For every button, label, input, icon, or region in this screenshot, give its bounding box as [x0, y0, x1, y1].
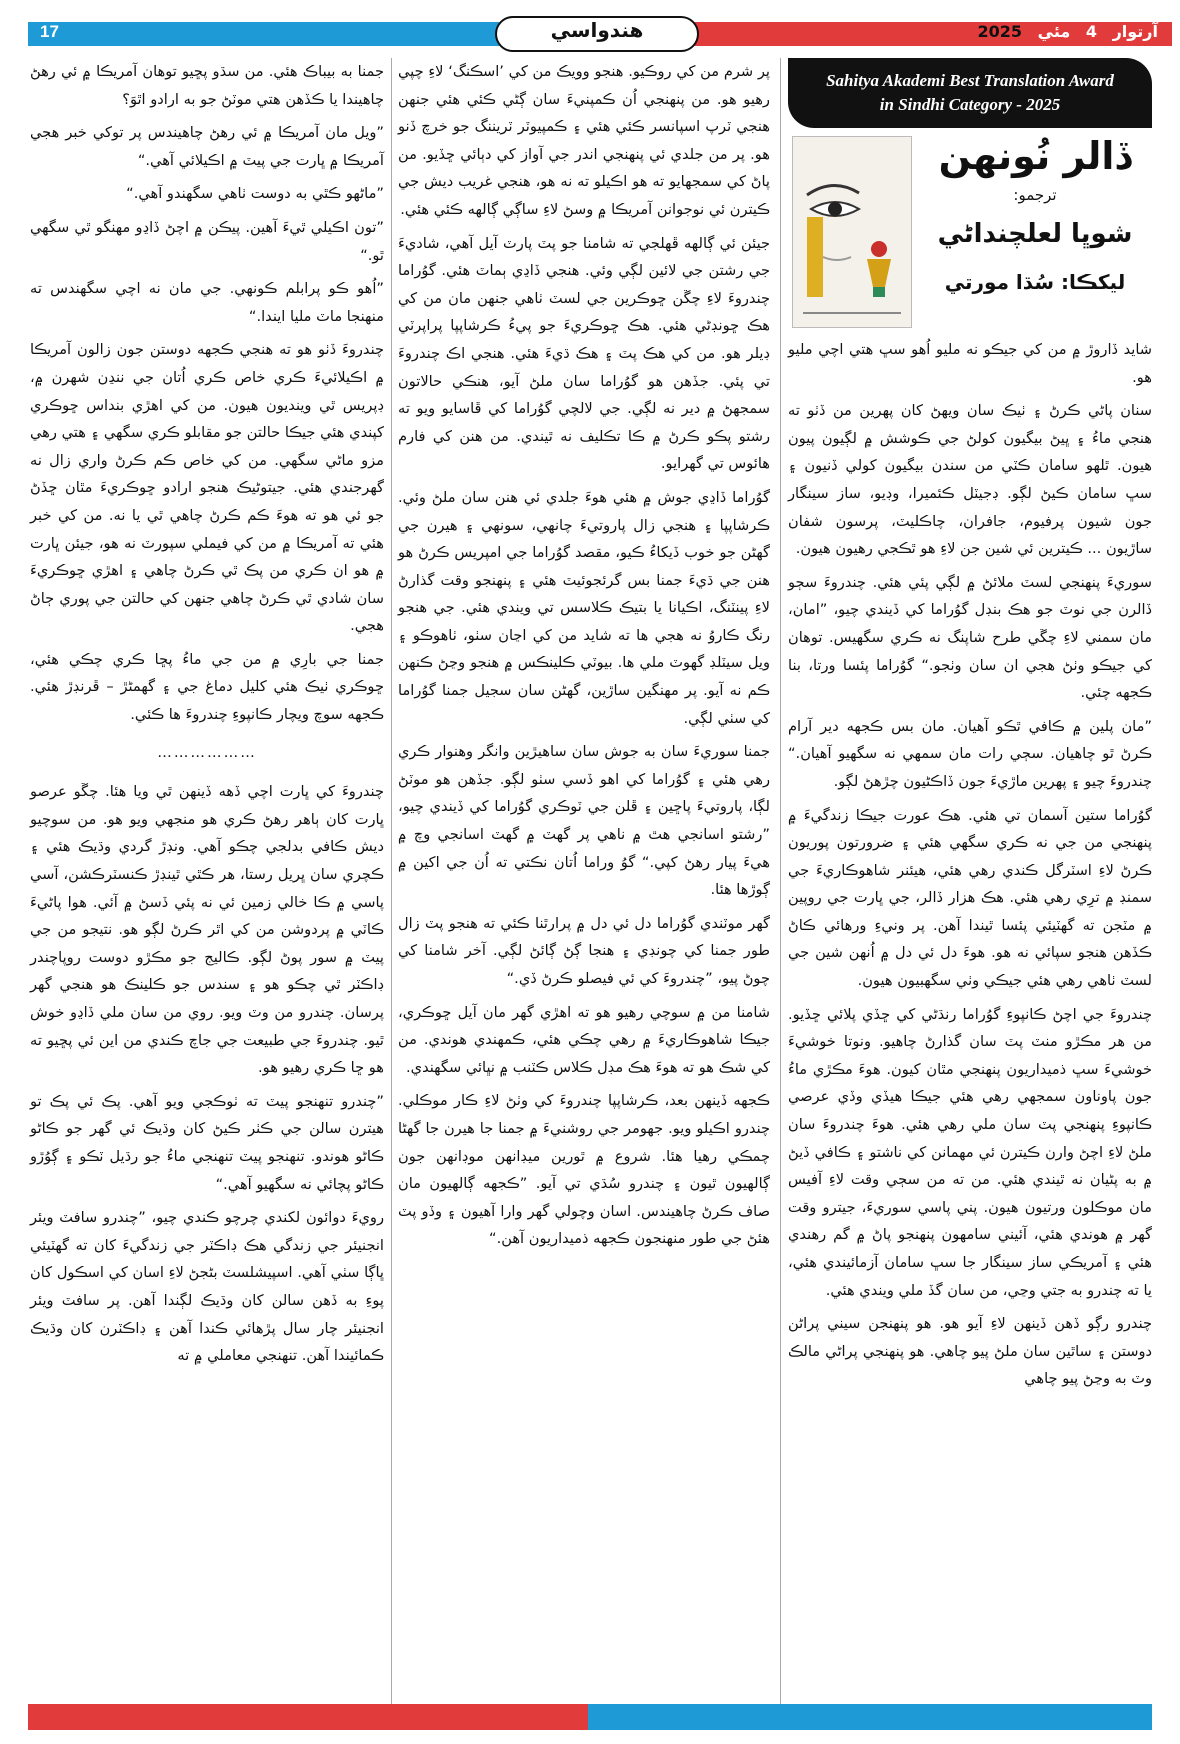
- header-bar-blue: [28, 22, 518, 46]
- date-year: 2025: [977, 22, 1023, 41]
- article-column-middle: [398, 58, 770, 1259]
- paragraph: ”اُهو ڪو پرابلم ڪونهي. جي مان نه اچي سگهندس ته منهنجا ماٽ مليا ايندا.“: [30, 280, 384, 325]
- date-day-number: 4: [1085, 22, 1097, 41]
- paragraph: شامنا من ۾ سوچي رهيو هو ته اهڙي گهر مان آيل ڇوڪري، جيڪا شاهوڪاريءَ ۾ رهي چڪي هئي، ڪمھندي هوندي. من کي شڪ هو ته هوءَ هڪ مڊل ڪلاس ڪٽنب ۾ نڀائي سگهندي.: [398, 1003, 770, 1076]
- column-divider: [391, 58, 392, 1720]
- paragraph: گوُراما ستين آسمان تي هئي. هڪ عورت جيڪا زندگيءَ ۾ پنهنجي من جي نه ڪري سگهي هئي ۽ ضرورتون پوريون ڪرڻ لاءِ اسٽرگل ڪندي رهي هئي، هيئنر شاهوڪاريءَ جي سمنڊ ۾ ترِي رهي هئي. هڪ هزار ڏالر، جي ڀارت جي روپين ۾ مٽجن ته گهٽيئي پئسا ٿيندا آهن. پر ونيءِ ورهائي ڪاڻ ڪڏهن هنجو سپائي نه هو. هوءَ دل ئي دل ۾ اُنهن شين جي لسٽ ٺاهي رهي هئي جيڪي وٺي سگهبيون هيون.: [788, 806, 1152, 990]
- column-divider: [780, 58, 781, 1720]
- paragraph: سنان پاڻي ڪرڻ ۽ ٺيڪ سان ويهڻ کان پهرين من ڏٺو ته هنجي ماءُ ۽ ڀيڻ بيگيون کولڻ جي ڪوشش ۾ لڳيون پيون هيون. ٿلهو سامان ڪٽي من سندن بيگيون کولي ڏنيون ۽ سڀ سامان ڪيڻ لڳو. ڊجيٽل ڪئميرا، وڊيو، ساز سينگار جون شيون پرفيوم، جافران، چاڪليٽ، پرسون شفان ساڙيون ... ڪيترين ئي شين جن لاءِ هو ٿڪجي رهيون هيون.: [788, 402, 1152, 558]
- masthead-logo: هندواسي: [495, 16, 699, 52]
- paragraph: رويءَ دوائون لکندي چرچو ڪندي چيو، ”چندرو سافٽ ويئر انجنيئر جي زندگي هڪ ڊاڪٽر جي زندگيءَ کان ته گهٽيئي ڀاڳا سٺي آهي. اسپيشلسٽ بڻجڻ لاءِ اسان کي اسڪول کان پوءِ به ڏهن سالن کان وڌيڪ لڳندا آهن. پر سافٽ ويئر انجنيئر چار سال پڙهائي ڪندا آهن ۽ ڊاڪٽرن کان وڌيڪ ڪمائيندا آهن. تنهنجي معاملي ۾ ته: [30, 1209, 384, 1365]
- paragraph: سوريءَ پنهنجي لسٽ ملائڻ ۾ لڳي پئي هئي. چندروءَ سڄو ڏالرن جي نوٽ جو هڪ بنڊل گوُراما کي ڏيندي چيو، ”امان، مان سمني لاءِ چڱي طرح شاپنگ نه ڪري سگهيس. توهان کي جيڪو وٺڻ هجي ان سان وٺجو.“ گوُراما پئسا ورتا، بنا ڪجهه چئي.: [788, 573, 1152, 702]
- paragraph: گوُراما ڏاڍي جوش ۾ هئي هوءَ جلدي ئي هنن سان ملڻ وئي. ڪرشاپپا ۽ هنجي زال پاروتيءَ چانهي، سونهي ۽ هيرن جي گهڻن جو خوب ڏيکاءُ ڪيو، مقصد گوُراما جي امپريس ڪرڻ هو هنن جي ڌيءَ جمنا بس گرئجوئيٽ هئي ۽ پنهنجو وقت گذارڻ لاءِ پينٽنگ، اڪيانا يا بتيڪ ڪلاسس تي ويندي هئي. جي هنجو رنگ ڪاروُ نه هجي ها ته شايد من کي اڃان سٺو، ٺاهوڪو ۽ ويل سيٽلڊ گهوٽ ملي ها. بيوٽي ڪلينڪس ۾ هنجو وڃڻ ڪنهن ڪم نه آيو. پر مهنگين ساڙين، گهڻن سان سجيل جمنا گوُراما کي سٺي لڳي.: [398, 488, 770, 727]
- award-line-1: Sahitya Akademi Best Translation Award: [826, 71, 1114, 90]
- paragraph: جمنا جي بارِي ۾ من جي ماءُ پڇا ڪري چڪي هئي، ڇوڪري ٺيڪ هئي کليل دماغ جي ۽ گهمڻڙ – ڦرنڊڙ هئي. ڪجهه سوچ ويچار ڪانپوءِ چندروءَ ها ڪئي.: [30, 650, 384, 724]
- award-line-2: in Sindhi Category - 2025: [879, 95, 1061, 114]
- paragraph: چندروءَ جي اچڻ ڪانپوءِ گوُراما رنڌڻي کي ڇڏي پلائي ڇڏيو. من هر مڪڙو منٽ پٽ سان گذارڻ چاهيو. ونوتا خوشيءَ خوشيءَ سڀ ذميداريون پنهنجي مٿان کيون. هوءَ مڪڙي ماءُ جون پاوناون سمجهي رهي هئي جيڪا هيڏي وڏي عرصي ڪانپوءِ پنهنجي پٽ سان ملي رهي هئي. هوءَ چندروءَ سان ملڻ لاءِ اچڻ وارن ڪيترن ئي مهمانن کي ناشتو ۽ ڪافي ڏيڻ ۾ به پڻيان نه ٿيندي هئي. من ته من سڄي وقت لاءِ آفيس مان موڪلون ورتيون هيون. پني پاسي سوريءَ، جيترو وقت گهر ۾ هوندي هئي، آئيني سامهون پنهنجو پاڻ ۾ گم رهندي هئي ۽ آمريڪي ساز سينگار جا سڀ سامان آزمائيندي هئي، يا ته چندرو به جتي وڃي، من سان گڏ ملي ويندي هئي.: [788, 1005, 1152, 1299]
- footer-bar-red: [28, 1704, 588, 1730]
- award-banner: [788, 58, 1152, 128]
- article-column-right: [788, 336, 1152, 1399]
- paragraph: ”ويل مان آمريڪا ۾ ئي رهڻ چاهيندس پر توکي خبر هجي آمريڪا ۾ ڀارت جي پيٽ ۾ اڪيلائي آهي.“: [30, 124, 384, 169]
- section-separator: ………………: [157, 743, 257, 761]
- paragraph: چندروءَ ڏٺو هو ته هنجي ڪجهه دوستن جون زالون آمريڪا ۾ اڪيلائيءَ ڪري خاص ڪري اُتان جي ننڍن شهرن ۾، ڊپريس ٿي وينديون هيون. من کي اهڙي بنداس ڇوڪري کپندي هئي جيڪا حالتن جو مقابلو ڪري سگهي ۽ هتي رهي مزو ماڻي سگهي. من کي خاص ڪم ڪرڻ واري زال نه گهرجندي هئي. جيتوڻيڪ هنجو ارادو ڇوڪريءَ مٿان ڇڏڻ جو ئي هو ته هوءَ ڪم ڪرڻ چاهي ٿي يا نه. من کي خبر هئي ته آمريڪا ۾ من کي فيملي سپورٽ نه هو، جيئن ڀارت ۾ هو ان ڪري من پڪ ٿي ڪرڻ چاهي ۽ اهڙي ڇوڪريءَ سان شادي ٿي ڪرڻ چاهي جنهن کي حالتن جي پوري ڄاڻ هجي.: [30, 341, 384, 635]
- paragraph: شايد ڏاروڙ ۾ من کي جيڪو نه مليو اُهو سڀ هتي اچي مليو هو.: [788, 341, 1152, 386]
- paragraph: ”تون اڪيلي ٿيءَ آهين. پيڪن ۾ اچڻ ڏاڍو مهنگو ٿي سگهي ٿو.“: [30, 218, 384, 264]
- date-month: مئي: [1037, 22, 1071, 41]
- article-column-left: [30, 58, 384, 1376]
- footer-bar-blue: [588, 1704, 1152, 1730]
- paragraph: جمنا سوريءَ سان به جوش سان ساهيڙين وانگر وهنوار ڪري رهي هئي ۽ گوُراما کي اهو ڏسي سٺو لڳو. جڏهن هو موٽڻ لڳا، پاروتيءَ پاڇين ۽ ڦلن جي ٽوڪري گوُراما کي ڏيندي چيو، ”رشتو اسانجي هٿ ۾ ناهي پر گهٽ ۾ گهٽ اسانجي وچ ۾ هيءَ پيار رهڻ کپي.“ گوُ وراما اُتان نڪتي ته اُن جي اکين ۾ ڳوڙها هئا.: [398, 743, 770, 899]
- book-title: ڏالر نُونهن: [938, 134, 1132, 178]
- book-cover-image: [792, 136, 912, 328]
- page-number: 17: [40, 22, 59, 41]
- paragraph: چندرو رڳو ڏهن ڏينهن لاءِ آيو هو. هو پنهنجن سيني پراڻن دوستن ۽ ساٿين سان ملڻ پيو چاهي. هو پنهنجي پراڻي مالڪ وٽ به وڃڻ پيو چاهي: [788, 1315, 1152, 1388]
- date-day: آرتوار: [1112, 22, 1158, 41]
- paragraph: ”ماڻهو ڪٿي به دوست ٺاهي سگهندو آهي.“: [126, 185, 384, 203]
- paragraph: ”مان پلين ۾ ڪافي ٿڪو آهيان. مان بس ڪجهه دير آرام ڪرڻ ٿو چاهيان. سڄي رات مان سمهي نه سگهيو آهيان.“ چندروءَ چيو ۽ پهرين ماڙيءَ جون ڏاڪڻيون چڙهڻ لڳو.: [788, 717, 1152, 790]
- translator-name: شوڀا لعلچنداڻي: [937, 219, 1133, 249]
- paragraph: چندروءَ کي ڀارت اچي ڏهه ڏينهن ٿي ويا هئا. چڱو عرصو ڀارت کان ٻاهر رهڻ ڪري هو منجهي ويو هو. من سوچيو ديش ڪافي بدلجي چڪو آهي. ونڊڙ گردي وڌيڪ هئي ۽ ڪچري سان ڀريل رستا، هر ڪٿي ٿينڊڙ ڪنسٽرڪشن، آسي پاسي ۾ ڪا خالي زمين ئي نه پئي ڏسڻ ۾ آئي. هوا پاڻيءَ ڪاٽي ۾ پردوشن من کي اٿر ڪرڻ لڳو هو. نتيجو من جي پيٽ ۾ سور پوڻ لڳو. ڪاليج جو مڪڙو دوست روپاچندر ڊاڪٽر ٿي چڪو هو ۽ سندس جو ڪلينڪ هو هنجي گهر پرسان. چندرو من وٽ ويو. روي من سان ملي ڏاڍو خوش ٿيو. چندروءَ جي طبيعت جي جاچ ڪندي من اين ئي پڇيو ته هو ڇا ڪري رهيو هو.: [30, 783, 384, 1077]
- paragraph: ”چندرو تنهنجو پيٽ ته ٺوڪجي ويو آهي. پڪ ئي پڪ تو هيترن سالن جي ڪٺر ڪيڻ کان وڌيڪ ئي گهر جو ڪاڻو ڪاڻو هوندو. تنهنجو پيٽ تنهنجي ماءُ جو رڌيل ٽڪو ۽ ڳوُڙو ڪاڻو پچائي نه سگهيو آهي.“: [30, 1092, 384, 1193]
- translator-label: ترجمو:: [1013, 186, 1057, 204]
- paragraph: ڪجهه ڏينهن بعد، ڪرشاپپا چندروءَ کي وٺڻ لاءِ ڪار موڪلي. چندرو اڪيلو ويو. جهومر جي روشنيءَ ۾ جمنا جا هيرن جا گهڻا چمڪي رهيا هئا. شروع ۾ ٿورين ميڊانهن موڊانهن جون ڳالهيون ٿيون ۽ چندرو سُڌي تي آيو. ”ڪجهه ڳالهيون مان صاف ڪرڻ چاهيندس. اسان وچولي گهر وارا آهيون ۽ وڏو پٽ هئڻ جي طور منهنجون ڪجهه ذميداريون آهن.“: [398, 1092, 770, 1248]
- paragraph: گهر موٽندي گوُراما دل ئي دل ۾ پرارٿنا ڪئي ته هنجو پٽ زال طور جمنا کي چونڊي ۽ هنجا ڳڻ ڳائڻ لڳي. آخر شامنا کي چوڻ پيو، ”چندروءَ کي ئي فيصلو ڪرڻ ڏي.“: [398, 914, 770, 987]
- paragraph: جمنا به بيباڪ هئي. من سڌو پڇيو توهان آمريڪا ۾ ئي رهڻ چاهيندا يا ڪڏهن هتي موٽڻ جو به ارادو اٿوَ؟: [30, 63, 384, 108]
- author-name: ليکڪا: سُڌا مورتي: [944, 270, 1126, 294]
- dateline: [968, 22, 1158, 46]
- paragraph: پر شرم من کي روڪيو. هنجو وويڪ من کي ’اسڪنگ‘ لاءِ چپي رهيو هو. من پنهنجي اُن ڪمپنيءَ سان ڳڻي ڪئي هئي جنهن هنجي ٽرپ اسپانسر ڪئي هئي ۽ ڪمپيوٽر ٽريننگ جو خرچ ڏنو هو. پر من جلدي ئي پنهنجي اندر جي آواز کي دٻائي ڇڏيو. من پاڻ کي سمجهايو ته هو اڪيلو ته نه هو، هنجي غريب ديش جي ڪيترن ئي نوجوانن آمريڪا ۾ وسڻ لاءِ ساڳي ڳالهه ڪئي هئي.: [398, 63, 770, 218]
- paragraph: جيئن ئي ڳالهه ڦهلجي ته شامنا جو پٽ پارٽ آيل آهي، شاديءَ جي رشتن جي لائين لڳي وئي. هنجي ڏاڍي ٻماٽ هئي. گوُراما چندروءَ لاءِ چڱن ڇوڪرين جي لسٽ ٺاهي جنهن مان من کي هڪ ڇونڊڻي هئي. هڪ ڇوڪريءَ جو پيءُ ڪرشاپپا پراپرٽي ڊيلر هو. من کي هڪ پٽ ۽ هڪ ڌيءَ هئي. هنجي اڪ چندروءَ تي پئي. جڏهن هو گوُراما سان ملڻ آيو، هنڪي حالاتون سمجهڻ ۾ دير نه لڳي. جي لالچي گوُراما کي ڦاسايو ويو ته رشتو پڪو ڪرڻ ۾ ڪا تڪليف نه ٿيندي. من هنن کي فارم هائوس تي گهرايو.: [398, 234, 770, 473]
